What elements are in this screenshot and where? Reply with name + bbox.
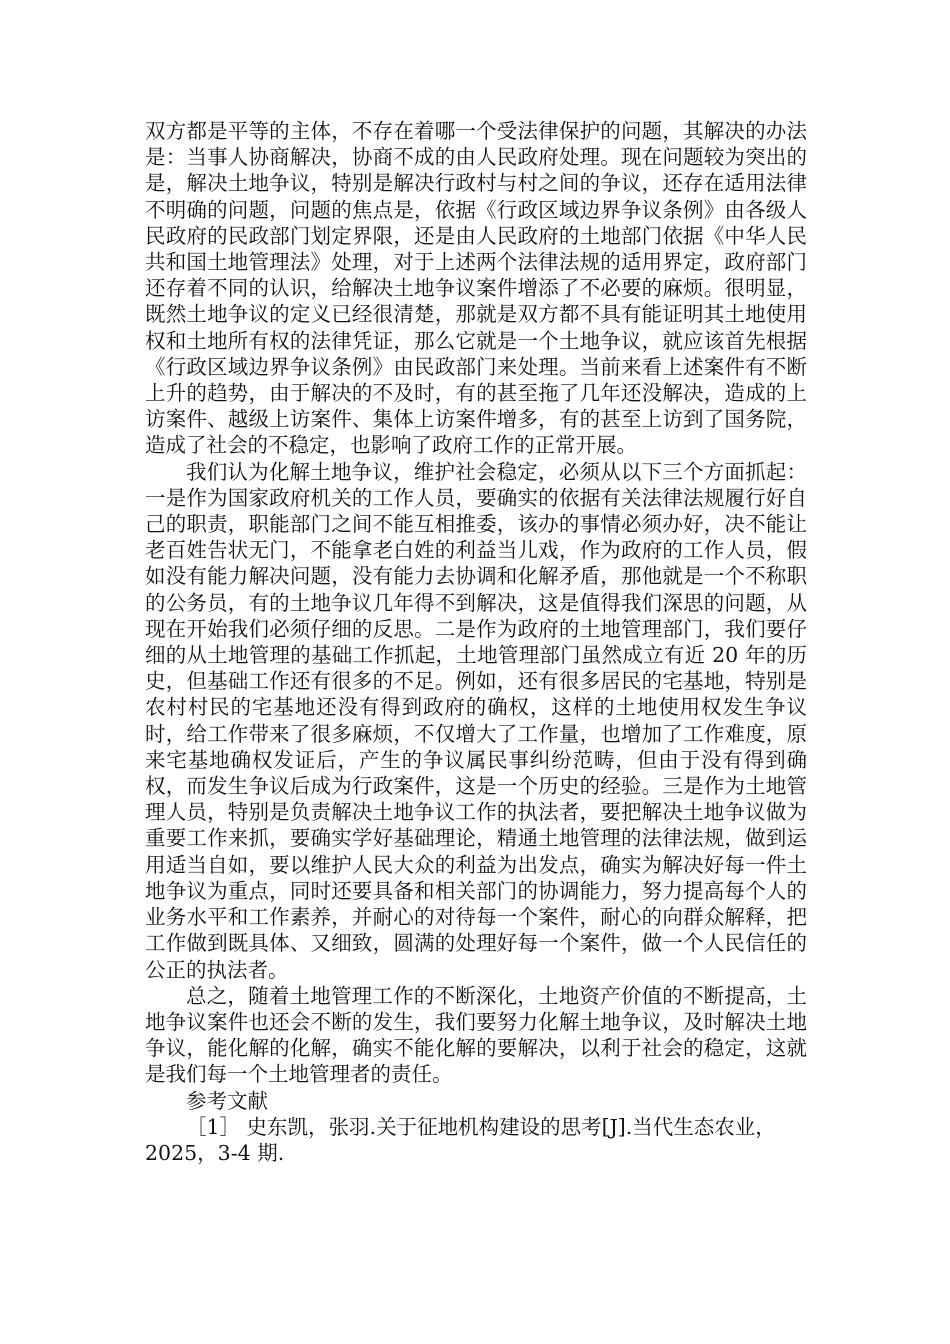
body-paragraph: 我们认为化解土地争议，维护社会稳定，必须从以下三个方面抓起：一是作为国家政府机关的工作人员，要确实的依据有关法律法规履行好自己的职责，职能部门之间不能互相推委，该办的事情必须办好，决不能让老百姓告状无门，不能拿老白姓的利益当儿戏，作为政府的工作人员，假如没有能力解决问题，没有能力去协调和化解矛盾，那他就是一个不称职的公务员，有的土地争议几年得不到解决，这是值得我们深思的问题，从现在开始我们必须仔细的反思。二是作为政府的土地管理部门，我们要仔细的从土地管理的基础工作抓起，土地管理部门虽然成立有近 20 年的历史，但基础工作还有很多的不足。例如，还有很多居民的宅基地，特别是农村村民的宅基地还没有得到政府的确权，这样的土地使用权发生争议时，给工作带来了很多麻烦，不仅增大了工作量，也增加了工作难度，原来宅基地确权发证后，产生的争议属民事纠纷范畴，但由于没有得到确权，而发生争议后成为行政案件，这是一个历史的经验。三是作为土地管理人员，特别是负责解决土地争议工作的执法者，要把解决土地争议做为重要工作来抓，要确实学好基础理论，精通土地管理的法律法规，做到运用适当自如，要以维护人民大众的利益为出发点，确实为解决好每一件土地争议为重点，同时还要具备和相关部门的协调能力，努力提高每个人的业务水平和工作素养，并耐心的对待每一个案件，耐心的向群众解释，把工作做到既具体、又细致，圆满的处理好每一个案件，做一个人民信任的公正的执法者。	[145, 459, 807, 982]
body-paragraph: 总之，随着土地管理工作的不断深化，土地资产价值的不断提高，土地争议案件也还会不断的发生，我们要努力化解土地争议，及时解决土地争议，能化解的化解，确实不能化解的要解决，以利于社会的稳定，这就是我们每一个土地管理者的责任。	[145, 983, 807, 1087]
reference-item: ［1］ 史东凯，张羽.关于征地机构建设的思考[J].当代生态农业，2025，3-4 期.	[145, 1114, 776, 1165]
body-paragraph: 双方都是平等的主体，不存在着哪一个受法律保护的问题，其解决的办法是：当事人协商解决，协商不成的由人民政府处理。现在问题较为突出的是，解决土地争议，特别是解决行政村与村之间的争议，还存在适用法律不明确的问题，问题的焦点是，依据《行政区域边界争议条例》由各级人民政府的民政部门划定界限，还是由人民政府的土地部门依据《中华人民共和国土地管理法》处理，对于上述两个法律法规的适用界定，政府部门还存着不同的认识，给解决土地争议案件增添了不必要的麻烦。很明显，既然土地争议的定义已经很清楚，那就是双方都不具有能证明其土地使用权和土地所有权的法律凭证，那么它就是一个土地争议，就应该首先根据《行政区域边界争议条例》由民政部门来处理。当前来看上述案件有不断上升的趋势，由于解决的不及时，有的甚至拖了几年还没解决，造成的上访案件、越级上访案件、集体上访案件增多，有的甚至上访到了国务院，造成了社会的不稳定，也影响了政府工作的正常开展。	[145, 119, 807, 458]
document-page	[145, 118, 807, 1166]
references-heading: 参考文献	[186, 1088, 268, 1113]
